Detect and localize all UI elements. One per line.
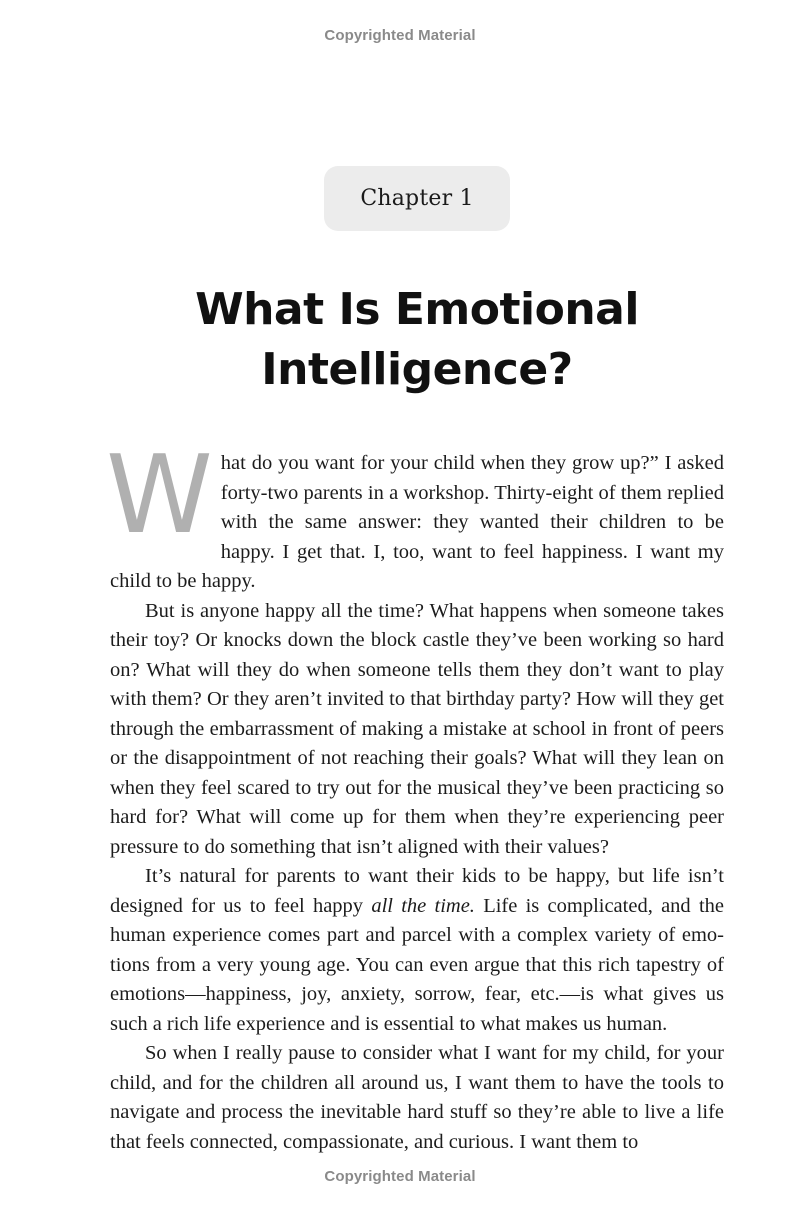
chapter-title-line-2: Intelligence?: [261, 344, 573, 395]
paragraph-3-text-a: It’s natural for parents to want their kids to be happy, but life isn’t designed for us to feel happy: [110, 865, 724, 917]
copyright-watermark-bottom: Copyrighted Material: [324, 1168, 476, 1185]
paragraph-4: So when I really pause to consider what I want for my child, for your child, and for the children all around us, I want them to have the tools to navigate and process the inevitable hard stuff so they’re able to live a life that feels connected, compassionate, and curious. I want them to: [110, 1042, 724, 1153]
chapter-title-line-1: What Is Emotional: [195, 284, 639, 335]
paragraph-3-emphasis: all the time.: [371, 894, 475, 917]
chapter-body: [106, 433, 724, 1157]
paragraph-3-text-b: Life is complicated, and the human experience comes part and parcel with a complex variety of emotions from a very young age. You can even argue that this rich tapestry of emotions—happiness, joy, anxiety, sorrow, fear, etc.—is what gives us such a rich life experience and is essential to what makes us human.: [110, 894, 724, 1035]
paragraph-1: [106, 433, 724, 597]
paragraph-1-text: hat do you want for your child when they grow up?” I asked forty-two parents in a workshop. Thirty-eight of them replied with the same answer: they wanted their children to be happy. I get that. I, too, want to feel happiness. I want my child to be happy.: [110, 452, 724, 592]
paragraph-2: But is anyone happy all the time? What happens when someone takes their toy? Or knocks down the block castle they’ve been working so hard on? What will they do when someone tells them they don’t want to play with them? Or they aren’t invited to that birthday party? How will they get through the embarrassment of making a mistake at school in front of peers or the disappointment of not reaching their goals? What will they lean on when they feel scared to try out for the musical they’ve been practicing so hard for? What will come up for them when they’re experiencing peer pressure to do something that isn’t aligned with their values?: [110, 599, 724, 858]
chapter-label-box: [324, 166, 510, 231]
chapter-number: Chapter 1: [360, 186, 474, 211]
drop-cap: W: [106, 433, 213, 558]
paragraph-3: [110, 862, 724, 1039]
chapter-title: [0, 280, 800, 400]
copyright-watermark-top: Copyrighted Material: [324, 27, 476, 44]
